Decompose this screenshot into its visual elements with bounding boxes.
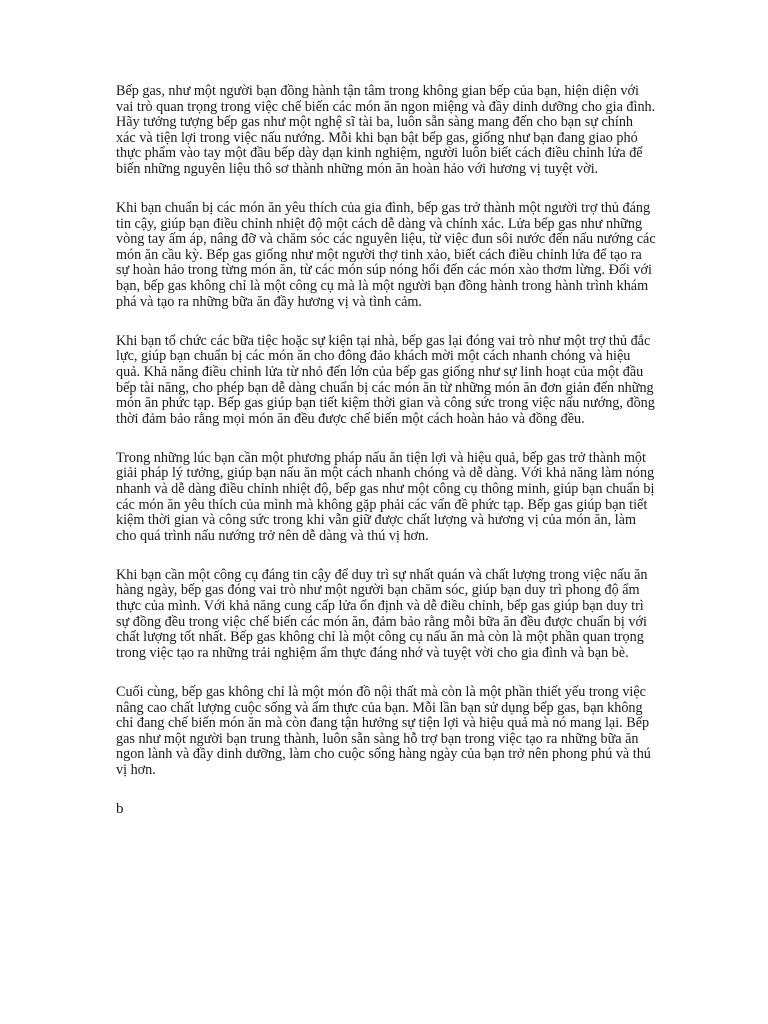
- trailing-text: b: [116, 800, 124, 817]
- paragraph-5: Khi bạn cần một công cụ đáng tin cậy để duy trì sự nhất quán và chất lượng trong việc nấu ăn hàng ngày, bếp gas đóng vai trò như một người bạn chăm sóc, giúp bạn duy trì phong độ ẩm thực của mình. Với khả năng cung cấp lửa ổn định và dễ điều chỉnh, bếp gas giúp bạn duy trì sự đồng đều trong việc chế biến các món ăn, đảm bảo rằng mỗi bữa ăn đều được chuẩn bị với chất lượng tốt nhất. Bếp gas không chỉ là một công cụ nấu ăn mà còn là một phần quan trọng trong việc tạo ra những trải nghiệm ẩm thực đáng nhớ và tuyệt vời cho gia đình và bạn bè.: [116, 566, 648, 661]
- paragraph-3: Khi bạn tổ chức các bữa tiệc hoặc sự kiện tại nhà, bếp gas lại đóng vai trò như một trợ thủ đắc lực, giúp bạn chuẩn bị các món ăn cho đông đảo khách mời một cách nhanh chóng và hiệu quả. Khả năng điều chỉnh lửa từ nhỏ đến lớn của bếp gas giống như sự linh hoạt của một đầu bếp tài năng, cho phép bạn dễ dàng chuẩn bị các món ăn từ những món ăn đơn giản đến những món ăn phức tạp. Bếp gas giúp bạn tiết kiệm thời gian và công sức trong việc nấu nướng, đồng thời đảm bảo rằng mọi món ăn đều được chế biến một cách hoàn hảo và đồng đều.: [116, 332, 655, 427]
- paragraph-2: Khi bạn chuẩn bị các món ăn yêu thích của gia đình, bếp gas trở thành một người trợ thủ đáng tin cậy, giúp bạn điều chỉnh nhiệt độ một cách dễ dàng và chính xác. Lửa bếp gas như những vòng tay ấm áp, nâng đỡ và chăm sóc các nguyên liệu, từ việc đun sôi nước đến nấu nướng các món ăn cầu kỳ. Bếp gas giống như một người thợ tinh xảo, biết cách điều chỉnh lửa để tạo ra sự hoàn hảo trong từng món ăn, từ các món súp nóng hổi đến các món xào thơm lừng. Đối với bạn, bếp gas không chỉ là một công cụ mà là một người bạn đồng hành trong hành trình khám phá và tạo ra những bữa ăn đầy hương vị và tình cảm.: [116, 200, 656, 310]
- paragraph-1: Bếp gas, như một người bạn đồng hành tận tâm trong không gian bếp của bạn, hiện diện với vai trò quan trọng trong việc chế biến các món ăn ngon miệng và đầy dinh dưỡng cho gia đình. Hãy tưởng tượng bếp gas như một nghệ sĩ tài ba, luôn sẵn sàng mang đến cho bạn sự chính xác và tiện lợi trong việc nấu nướng. Mỗi khi bạn bật bếp gas, giống như bạn đang giao phó thực phẩm vào tay một đầu bếp dày dạn kinh nghiệm, người luôn biết cách điều chỉnh lửa để biến những nguyên liệu thô sơ thành những món ăn hoàn hảo với hương vị tuyệt vời.: [116, 83, 656, 177]
- paragraph-4: Trong những lúc bạn cần một phương pháp nấu ăn tiện lợi và hiệu quả, bếp gas trở thành một giải pháp lý tưởng, giúp bạn nấu ăn một cách nhanh chóng và dễ dàng. Với khả năng làm nóng nhanh và dễ dàng điều chỉnh nhiệt độ, bếp gas như một công cụ thông minh, giúp bạn chuẩn bị các món ăn yêu thích của mình mà không gặp phải các vấn đề phức tạp. Bếp gas giúp bạn tiết kiệm thời gian và công sức trong khi vẫn giữ được chất lượng và hương vị của món ăn, làm cho quá trình nấu nướng trở nên dễ dàng và thú vị hơn.: [116, 449, 655, 544]
- document-body: [116, 84, 656, 841]
- paragraph-6: Cuối cùng, bếp gas không chỉ là một món đồ nội thất mà còn là một phần thiết yếu trong việc nâng cao chất lượng cuộc sống và ẩm thực của bạn. Mỗi lần bạn sử dụng bếp gas, bạn không chỉ đang chế biến món ăn mà còn đang tận hưởng sự tiện lợi và hiệu quả mà nó mang lại. Bếp gas như một người bạn trung thành, luôn sẵn sàng hỗ trợ bạn trong việc tạo ra những bữa ăn ngon lành và đầy dinh dưỡng, làm cho cuộc sống hàng ngày của bạn trở nên phong phú và thú vị hơn.: [116, 683, 651, 778]
